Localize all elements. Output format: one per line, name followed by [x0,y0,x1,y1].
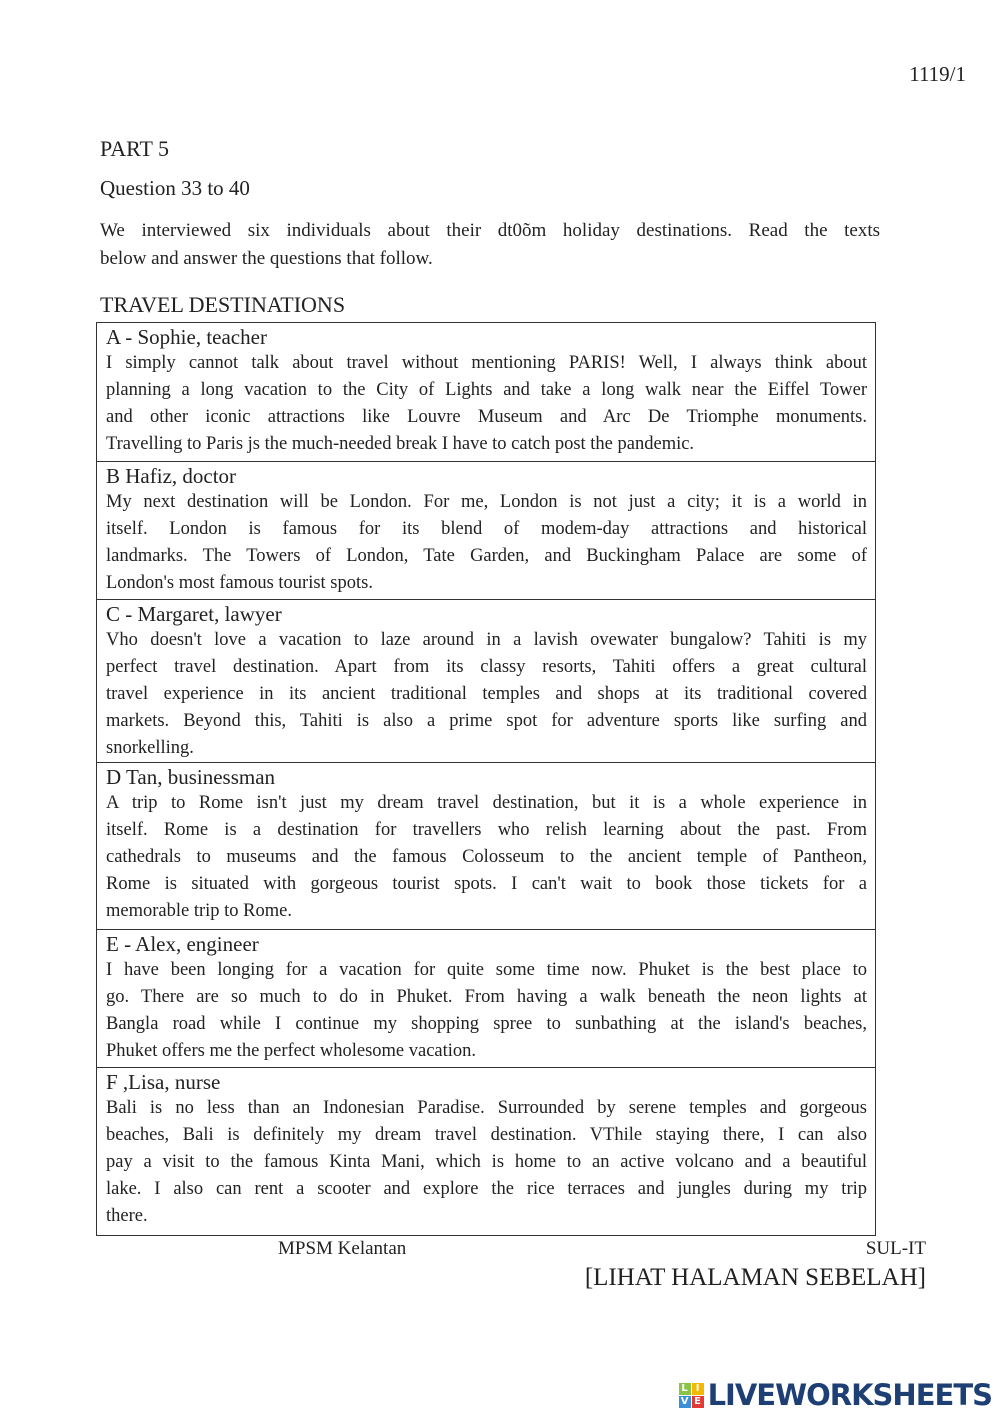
instructions [100,217,880,273]
section-heading: C - Margaret, lawyer [106,602,282,626]
logo-letter: I [692,1383,704,1395]
body-line: Bangla road while I continue my shopping spree to sunbathing at the island's beaches, [106,1014,867,1034]
footer-left: MPSM Kelantan [278,1238,407,1259]
destination-section [97,600,875,763]
intro-line: We interviewed six individuals about their dt0õm holiday destinations. Read the texts [100,220,880,241]
body-line: beaches, Bali is definitely my dream travel destination. VThile staying there, I can also [106,1125,867,1145]
table-title: TRAVEL DESTINATIONS [100,292,346,317]
body-line: itself. Rome is a destination for travellers who relish learning about the past. From [106,820,867,840]
body-line: A trip to Rome isn't just my dream travel destination, but it is a whole experience in [106,793,867,813]
logo-letter: V [679,1396,691,1408]
section-heading: B Hafiz, doctor [106,464,237,488]
destinations-table [96,322,876,1236]
footer-right: SUL-IT [865,1238,926,1259]
body-line: perfect travel destination. Apart from its classy resorts, Tahiti offers a great cultural [106,657,867,677]
body-line: markets. Beyond this, Tahiti is also a prime spot for adventure sports like surfing and [106,711,867,731]
section-body [106,489,867,597]
body-line: cathedrals to museums and the famous Colosseum to the ancient temple of Pantheon, [106,847,867,867]
body-line: Bali is no less than an Indonesian Paradise. Surrounded by serene temples and gorgeous [106,1098,867,1118]
logo-letter: E [692,1396,704,1408]
section-body [106,350,867,458]
section-body [106,790,867,925]
body-line: London's most famous tourist spots. [106,573,373,593]
body-line: itself. London is famous for its blend of modem-day attractions and historical [106,519,867,539]
body-line: travel experience in its ancient traditional temples and shops at its traditional covered [106,684,867,704]
logo-letter: L [679,1383,691,1395]
body-line: I have been longing for a vacation for quite some time now. Phuket is the best place to [106,960,867,980]
destination-section [97,462,875,600]
section-heading: E - Alex, engineer [106,932,259,956]
body-line: landmarks. The Towers of London, Tate Garden, and Buckingham Palace are some of [106,546,867,566]
liveworksheets-logo [679,1378,992,1412]
body-line: Travelling to Paris js the much-needed break I have to catch post the pandemic. [106,434,695,454]
body-line: go. There are so much to do in Phuket. From having a walk beneath the neon lights at [106,987,867,1007]
body-line: Rome is situated with gorgeous tourist spots. I can't wait to book those tickets for a [106,874,867,894]
body-line: Phuket offers me the perfect wholesome vacation. [106,1041,477,1061]
logo-icon [679,1383,704,1408]
section-body [106,1095,867,1230]
body-line: lake. I also can rent a scooter and explore the rice terraces and jungles during my trip [106,1179,867,1199]
body-line: pay a visit to the famous Kinta Mani, which is home to an active volcano and a beautiful [106,1152,867,1172]
section-body [106,957,867,1065]
next-page-note: [LIHAT HALAMAN SEBELAH] [584,1264,926,1291]
destination-section [97,1068,875,1237]
body-line: snorkelling. [106,738,194,758]
section-body [106,627,867,762]
section-heading: D Tan, businessman [106,765,276,789]
body-line: and other iconic attractions like Louvre Museum and Arc De Triomphe monuments. [106,407,867,427]
logo-text: LIVEWORKSHEETS [707,1378,992,1412]
body-line: Vho doesn't love a vacation to laze around in a lavish ovewater bungalow? Tahiti is my [106,630,867,650]
body-line: I simply cannot talk about travel without mentioning PARIS! Well, I always think about [106,353,867,373]
intro-line: below and answer the questions that follow. [100,248,433,269]
section-heading: A - Sophie, teacher [106,325,267,349]
destination-section [97,763,875,930]
body-line: planning a long vacation to the City of Lights and take a long walk near the Eiffel Tower [106,380,867,400]
question-range: Question 33 to 40 [100,176,250,200]
body-line: memorable trip to Rome. [106,901,292,921]
part-title: PART 5 [100,136,169,161]
section-heading: F ,Lisa, nurse [106,1070,221,1094]
paper-code: 1119/1 [909,62,966,86]
body-line: My next destination will be London. For me, London is not just a city; it is a world in [106,492,867,512]
body-line: there. [106,1206,148,1226]
destination-section [97,323,875,462]
destination-section [97,930,875,1068]
